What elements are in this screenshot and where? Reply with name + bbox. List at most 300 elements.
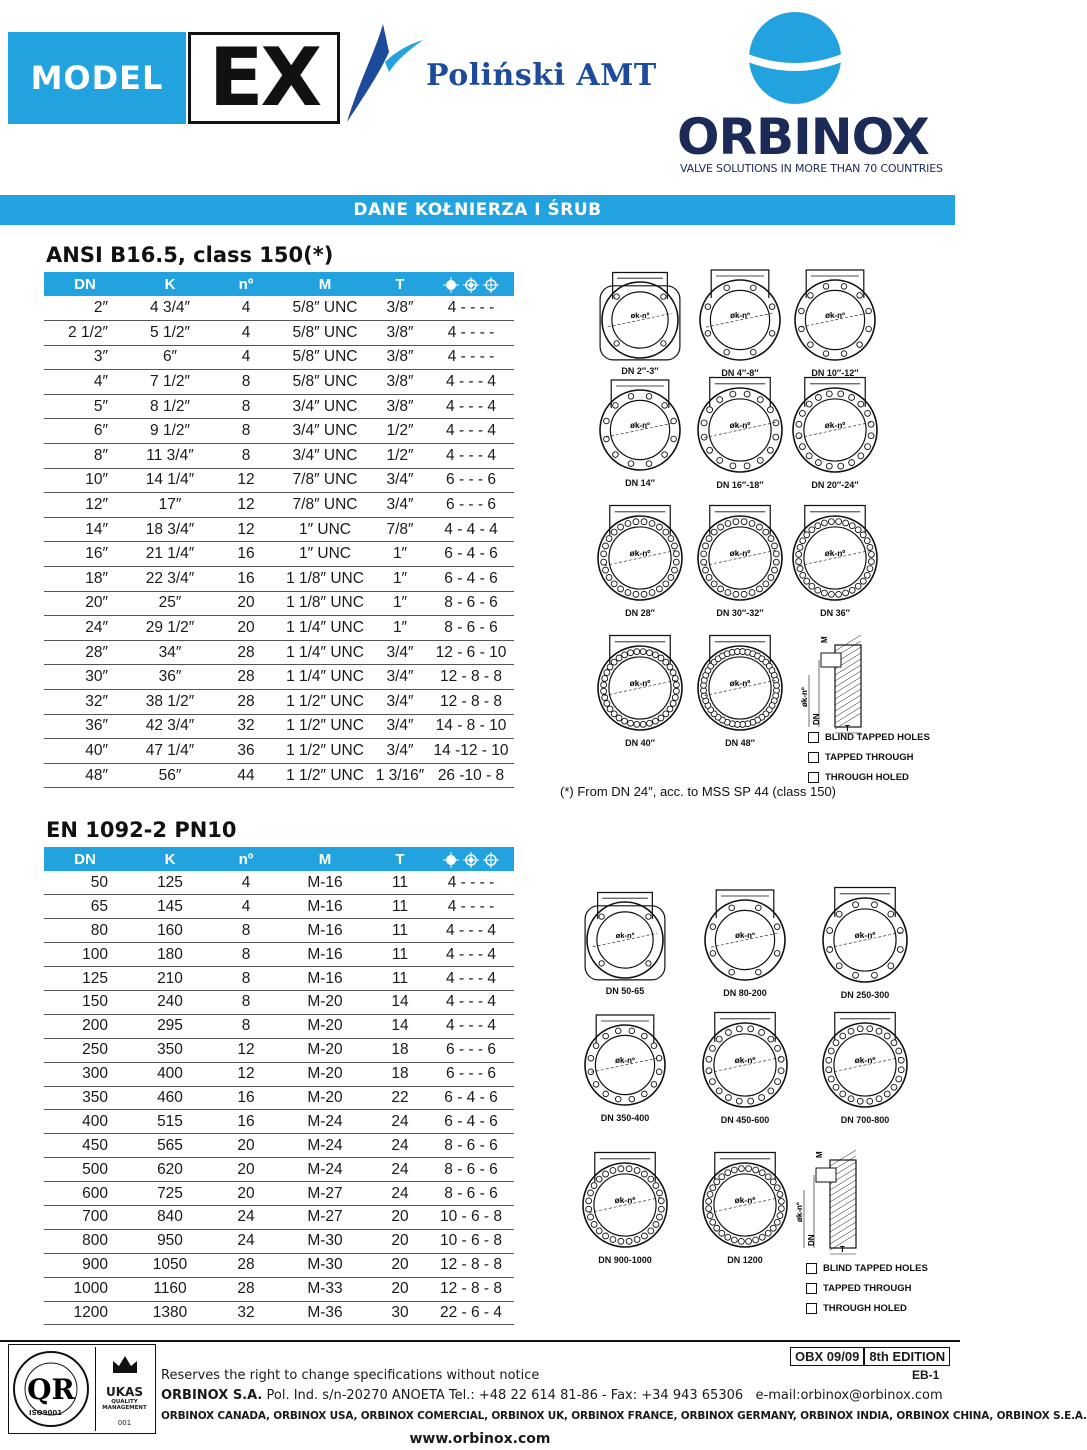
bolt-hole <box>601 688 607 694</box>
bolt-hole <box>657 586 663 592</box>
bolt-hole <box>836 591 842 597</box>
tapped-hole-legend-icon <box>806 1283 817 1294</box>
bolt-hole <box>611 659 617 665</box>
drawing-label: DN 450-600 <box>720 1115 770 1125</box>
cell-k: 210 <box>126 967 214 991</box>
drawing-label: DN 36″ <box>820 608 850 618</box>
blind-hole-icon <box>443 852 459 868</box>
cell-t: 11 <box>372 919 428 943</box>
bolt-hole <box>601 682 607 688</box>
bolt-circle-label: øk-nº <box>824 420 846 430</box>
bolt-hole <box>898 1057 904 1063</box>
contact-line <box>161 1388 943 1403</box>
bolt-hole <box>855 583 861 589</box>
bolt-hole <box>769 304 775 310</box>
bolt-hole <box>588 1214 594 1220</box>
flange-drawing <box>585 893 665 997</box>
cell-k: 160 <box>126 919 214 943</box>
bolt-hole <box>772 567 778 573</box>
cell-k: 18 3/4″ <box>126 517 214 542</box>
cell-dn: 350 <box>44 1086 126 1110</box>
bolt-hole <box>833 1040 839 1046</box>
bolt-hole <box>662 403 668 409</box>
cell-t: 1″ <box>372 542 428 567</box>
bolt-hole <box>769 331 775 337</box>
bolt-circle-label: øk-nº <box>615 931 635 940</box>
flange-drawing <box>700 270 780 378</box>
bolt-hole <box>629 1028 635 1034</box>
col-dn: DN <box>74 275 96 293</box>
bolt-hole <box>843 590 849 596</box>
bolt-hole <box>618 524 624 530</box>
table-row <box>44 345 514 370</box>
cell-k: 4 3/4″ <box>126 296 214 321</box>
bolt-hole <box>629 1096 635 1102</box>
table-row <box>44 895 514 919</box>
table-row <box>44 1110 514 1134</box>
bolt-hole <box>663 711 669 717</box>
table-row <box>44 871 514 895</box>
cell-dn: 28″ <box>44 640 126 665</box>
table-row <box>44 739 514 764</box>
cell-dn: 16″ <box>44 542 126 567</box>
cell-m: M-20 <box>278 990 372 1014</box>
bolt-circle-label: øk-nº <box>614 1195 636 1205</box>
cell-k: 620 <box>126 1158 214 1182</box>
cell-n: 36 <box>214 739 278 764</box>
bolt-circle-label: øk-nº <box>854 930 876 940</box>
brand-name: ORBINOX <box>677 108 929 166</box>
cell-k: 25″ <box>126 591 214 616</box>
cell-m: 1 1/8″ UNC <box>278 591 372 616</box>
table-row <box>44 419 514 444</box>
bolt-hole <box>836 911 842 917</box>
bolt-hole <box>897 947 903 953</box>
bolt-circle-label: øk-nº <box>854 1055 876 1065</box>
bolt-hole <box>673 551 679 557</box>
table-row <box>44 967 514 991</box>
bolt-hole <box>714 1179 720 1185</box>
cell-t: 3/4″ <box>372 493 428 518</box>
bolt-hole <box>634 1168 640 1174</box>
table-row <box>44 1205 514 1229</box>
website-link[interactable]: www.orbinox.com <box>409 1431 551 1447</box>
bolt-hole <box>848 1028 854 1034</box>
bolt-hole <box>648 1228 654 1234</box>
bolt-hole <box>647 650 653 656</box>
table-row <box>44 1277 514 1301</box>
cell-m: M-16 <box>278 895 372 919</box>
bolt-hole <box>717 457 723 463</box>
cell-t: 22 <box>372 1086 428 1110</box>
bolt-hole <box>757 586 763 592</box>
cell-t: 1/2″ <box>372 444 428 469</box>
cell-k: 5 1/2″ <box>126 321 214 346</box>
bolt-hole <box>884 1091 890 1097</box>
cell-dn: 2 1/2″ <box>44 321 126 346</box>
bolt-circle-label: øk-nº <box>734 1195 756 1205</box>
bolt-hole <box>628 461 634 467</box>
bolt-hole <box>865 410 871 416</box>
cell-n: 12 <box>214 493 278 518</box>
bolt-hole <box>701 551 707 557</box>
cell-t: 1/2″ <box>372 419 428 444</box>
cell-m: 1 1/2″ UNC <box>278 763 372 788</box>
bolt-hole <box>588 1055 594 1061</box>
cert-iso: ISO9001 <box>29 1409 63 1417</box>
bolt-hole <box>711 581 717 587</box>
bolt-hole <box>651 1082 657 1088</box>
bolt-hole <box>857 1098 863 1104</box>
flange-section-drawing <box>800 635 861 733</box>
bolt-hole <box>705 331 711 337</box>
bolt-hole <box>778 1198 784 1204</box>
cell-n: 8 <box>214 1014 278 1038</box>
bolt-hole <box>668 575 674 581</box>
cell-m: 5/8″ UNC <box>278 370 372 395</box>
cell-t: 20 <box>372 1253 428 1277</box>
cell-m: 5/8″ UNC <box>278 296 372 321</box>
cell-k: 1050 <box>126 1253 214 1277</box>
cell-n: 4 <box>214 895 278 919</box>
bolt-hole <box>733 519 739 525</box>
col-hole-types <box>428 272 514 296</box>
bolt-hole <box>601 559 607 565</box>
bolt-hole <box>706 1198 712 1204</box>
cell-t: 3/4″ <box>372 468 428 493</box>
bolt-hole <box>849 395 855 401</box>
cell-dn: 125 <box>44 967 126 991</box>
cell-n: 16 <box>214 542 278 567</box>
bolt-hole <box>800 444 806 450</box>
bolt-hole <box>730 463 736 469</box>
bolt-hole <box>596 1228 602 1234</box>
bolt-hole <box>640 649 646 655</box>
bolt-hole <box>672 567 678 573</box>
col-t: T <box>395 275 405 293</box>
bolt-hole <box>725 1170 731 1176</box>
bolt-hole <box>853 902 859 908</box>
table-row <box>44 542 514 567</box>
bolt-hole <box>826 1067 832 1073</box>
bolt-hole <box>646 461 652 467</box>
bolt-hole <box>603 567 609 573</box>
bolt-hole <box>625 521 631 527</box>
bolt-hole <box>593 1082 599 1088</box>
bolt-hole <box>618 586 624 592</box>
cell-dn: 2″ <box>44 296 126 321</box>
cell-holes: 4 - - - 4 <box>428 919 514 943</box>
cell-holes: 6 - 4 - 6 <box>428 1086 514 1110</box>
legend-tapped: TAPPED THROUGH <box>806 1278 928 1298</box>
cell-dn: 200 <box>44 1014 126 1038</box>
drawing-label: DN 4″-8″ <box>721 368 759 378</box>
ansi-legend <box>808 727 930 787</box>
bolt-hole <box>888 963 894 969</box>
cell-dn: 600 <box>44 1182 126 1206</box>
cell-m: 7/8″ UNC <box>278 493 372 518</box>
drawing-label: DN 14″ <box>625 478 655 488</box>
flange-drawing <box>823 888 907 1001</box>
cell-k: 22 3/4″ <box>126 567 214 592</box>
bolt-hole <box>866 326 872 332</box>
bolt-hole <box>796 421 802 427</box>
cell-n: 4 <box>214 321 278 346</box>
flange-drawing <box>795 270 875 378</box>
cell-n: 28 <box>214 665 278 690</box>
cell-t: 3/4″ <box>372 640 428 665</box>
bolt-hole <box>661 341 666 346</box>
bolt-hole <box>774 951 780 957</box>
cell-t: 3/8″ <box>372 321 428 346</box>
bolt-hole <box>806 401 812 407</box>
bolt-hole <box>770 1179 776 1185</box>
cell-t: 20 <box>372 1205 428 1229</box>
en-header-row <box>44 847 514 871</box>
cell-n: 28 <box>214 1277 278 1301</box>
bolt-hole <box>759 1234 765 1240</box>
table-row <box>44 943 514 967</box>
flange-drawing <box>698 378 782 491</box>
cell-k: 7 1/2″ <box>126 370 214 395</box>
table-row <box>44 468 514 493</box>
bolt-hole <box>717 397 723 403</box>
section-banner: DANE KOŁNIERZA I ŚRUB <box>0 195 955 225</box>
cell-holes: 4 - - - - <box>428 895 514 919</box>
ukas-badge <box>95 1347 153 1431</box>
bolt-circle-label: øk-nº <box>729 548 751 558</box>
bolt-hole <box>827 928 833 934</box>
bolt-hole <box>593 1043 599 1049</box>
bolt-hole <box>616 715 622 721</box>
bolt-hole <box>611 581 617 587</box>
cell-t: 1″ <box>372 567 428 592</box>
partner-name: Poliński AMT <box>426 58 657 93</box>
cell-n: 12 <box>214 468 278 493</box>
cell-t: 24 <box>372 1134 428 1158</box>
en-title: EN 1092-2 PN10 <box>46 818 237 842</box>
cell-n: 8 <box>214 967 278 991</box>
cell-m: M-27 <box>278 1205 372 1229</box>
company-email[interactable]: e-mail:orbinox@orbinox.com <box>755 1388 943 1403</box>
bolt-hole <box>705 304 711 310</box>
bolt-hole <box>672 695 678 701</box>
cell-holes: 12 - 8 - 8 <box>428 1253 514 1277</box>
cell-k: 125 <box>126 871 214 895</box>
bolt-hole <box>604 701 610 707</box>
bolt-hole <box>815 460 821 466</box>
cell-k: 42 3/4″ <box>126 714 214 739</box>
bolt-hole <box>599 914 604 919</box>
cell-n: 4 <box>214 345 278 370</box>
bolt-hole <box>625 590 631 596</box>
cell-holes: 4 - - - 4 <box>428 444 514 469</box>
bolt-hole <box>618 1238 624 1244</box>
cell-holes: 4 - - - 4 <box>428 990 514 1014</box>
bolt-hole <box>853 972 859 978</box>
flange-drawing <box>600 273 680 377</box>
bolt-hole <box>618 1166 624 1172</box>
bolt-hole <box>642 1233 648 1239</box>
bolt-hole <box>633 591 639 597</box>
company-name: ORBINOX S.A. <box>161 1388 263 1403</box>
bolt-hole <box>777 1213 783 1219</box>
table-row <box>44 616 514 641</box>
cell-dn: 800 <box>44 1229 126 1253</box>
bolt-hole <box>840 1091 846 1097</box>
bolt-hole <box>821 520 827 526</box>
cell-holes: 4 - - - 4 <box>428 943 514 967</box>
bolt-hole <box>748 1098 754 1104</box>
table-row <box>44 714 514 739</box>
cell-m: M-24 <box>278 1158 372 1182</box>
svg-text:QR: QR <box>27 1373 75 1406</box>
bolt-hole <box>800 410 806 416</box>
bolt-hole <box>653 1222 659 1228</box>
cell-m: 1 1/2″ UNC <box>278 739 372 764</box>
reserve-notice: Reserves the right to change specifications without notice <box>161 1368 540 1383</box>
footer-rule <box>0 1340 960 1342</box>
bolt-hole <box>891 1084 897 1090</box>
col-k: K <box>164 850 176 868</box>
flange-drawing <box>793 506 877 619</box>
flange-section-drawing <box>795 1150 856 1254</box>
cell-m: 1 1/4″ UNC <box>278 616 372 641</box>
cell-holes: 26 -10 - 8 <box>428 763 514 788</box>
bolt-hole <box>768 1036 774 1042</box>
bolt-hole <box>673 688 679 694</box>
bolt-hole <box>729 969 735 975</box>
bolt-hole <box>663 659 669 665</box>
cell-dn: 80 <box>44 919 126 943</box>
cell-k: 38 1/2″ <box>126 690 214 715</box>
cell-t: 1″ <box>372 591 428 616</box>
bolt-hole <box>868 551 874 557</box>
cell-k: 180 <box>126 943 214 967</box>
bolt-hole <box>653 652 659 658</box>
bolt-hole <box>778 1206 784 1212</box>
bolt-hole <box>710 1045 716 1051</box>
cell-t: 11 <box>372 871 428 895</box>
bolt-hole <box>663 581 669 587</box>
ansi-title: ANSI B16.5, class 150(*) <box>46 243 334 267</box>
bolt-hole <box>626 1238 632 1244</box>
bolt-hole <box>634 1237 640 1243</box>
bolt-hole <box>731 1237 737 1243</box>
cell-holes: 6 - 4 - 6 <box>428 542 514 567</box>
cell-m: 1″ UNC <box>278 542 372 567</box>
bolt-circle-label: øk-nº <box>729 678 751 688</box>
bolt-hole <box>716 1036 722 1042</box>
blind-hole-legend-icon <box>806 1263 817 1274</box>
flange-drawing <box>600 380 680 488</box>
table-row <box>44 1014 514 1038</box>
bolt-hole <box>857 1026 863 1032</box>
bolt-hole <box>841 284 847 290</box>
orbinox-globe-icon <box>740 10 850 105</box>
cell-dn: 48″ <box>44 763 126 788</box>
cell-n: 24 <box>214 1229 278 1253</box>
bolt-hole <box>614 341 619 346</box>
bolt-hole <box>649 521 655 527</box>
cell-n: 32 <box>214 1301 278 1325</box>
bolt-hole <box>797 544 803 550</box>
bolt-hole <box>799 308 805 314</box>
cell-t: 11 <box>372 943 428 967</box>
bolt-hole <box>640 721 646 727</box>
bolt-hole <box>707 407 713 413</box>
bolt-hole <box>718 524 724 530</box>
bolt-hole <box>867 544 873 550</box>
bolt-hole <box>809 583 815 589</box>
cell-dn: 4″ <box>44 370 126 395</box>
cell-k: 350 <box>126 1038 214 1062</box>
drawing-label: DN 40″ <box>625 738 655 748</box>
cell-m: 7/8″ UNC <box>278 468 372 493</box>
bolt-hole <box>657 524 663 530</box>
bolt-hole <box>867 1098 873 1104</box>
bolt-hole <box>642 1033 648 1039</box>
cell-k: 240 <box>126 990 214 1014</box>
bolt-hole <box>774 1219 780 1225</box>
table-row <box>44 763 514 788</box>
cell-m: M-16 <box>278 919 372 943</box>
bolt-hole <box>670 701 676 707</box>
bolt-hole <box>710 951 716 957</box>
bolt-circle-label: øk-nº <box>629 678 651 688</box>
cell-t: 18 <box>372 1062 428 1086</box>
cell-n: 8 <box>214 990 278 1014</box>
bolt-hole <box>800 538 806 544</box>
cell-holes: 10 - 6 - 8 <box>428 1205 514 1229</box>
cell-m: 1 1/2″ UNC <box>278 690 372 715</box>
ansi-header-row <box>44 272 514 296</box>
bolt-hole <box>757 457 763 463</box>
table-row <box>44 1182 514 1206</box>
cell-n: 28 <box>214 690 278 715</box>
bolt-hole <box>738 1166 744 1172</box>
cell-k: 21 1/4″ <box>126 542 214 567</box>
cell-k: 1380 <box>126 1301 214 1325</box>
company-address: Pol. Ind. s/n-20270 ANOETA Tel.: +48 22 614 81-86 - Fax: +34 943 65306 <box>266 1388 744 1403</box>
bolt-hole <box>663 529 669 535</box>
drawing-label: DN 80-200 <box>723 988 767 998</box>
cell-n: 4 <box>214 296 278 321</box>
bolt-hole <box>898 1067 904 1073</box>
table-row <box>44 394 514 419</box>
bolt-hole <box>613 403 619 409</box>
bolt-hole <box>796 559 802 565</box>
bolt-hole <box>616 655 622 661</box>
cell-holes: 12 - 6 - 10 <box>428 640 514 665</box>
bolt-hole <box>821 590 827 596</box>
cell-dn: 6″ <box>44 419 126 444</box>
cell-m: 1 1/4″ UNC <box>278 640 372 665</box>
bolt-hole <box>606 536 612 542</box>
bolt-hole <box>746 1166 752 1172</box>
bolt-hole <box>773 559 779 565</box>
cell-dn: 30″ <box>44 665 126 690</box>
bolt-hole <box>749 521 755 527</box>
cell-m: M-20 <box>278 1062 372 1086</box>
bolt-hole <box>596 1176 602 1182</box>
cell-holes: 8 - 6 - 6 <box>428 1134 514 1158</box>
bolt-hole <box>707 1213 713 1219</box>
cell-n: 16 <box>214 1086 278 1110</box>
drawing-label: DN 30″-32″ <box>716 608 764 618</box>
bolt-hole <box>765 1230 771 1236</box>
bolt-hole <box>633 519 639 525</box>
